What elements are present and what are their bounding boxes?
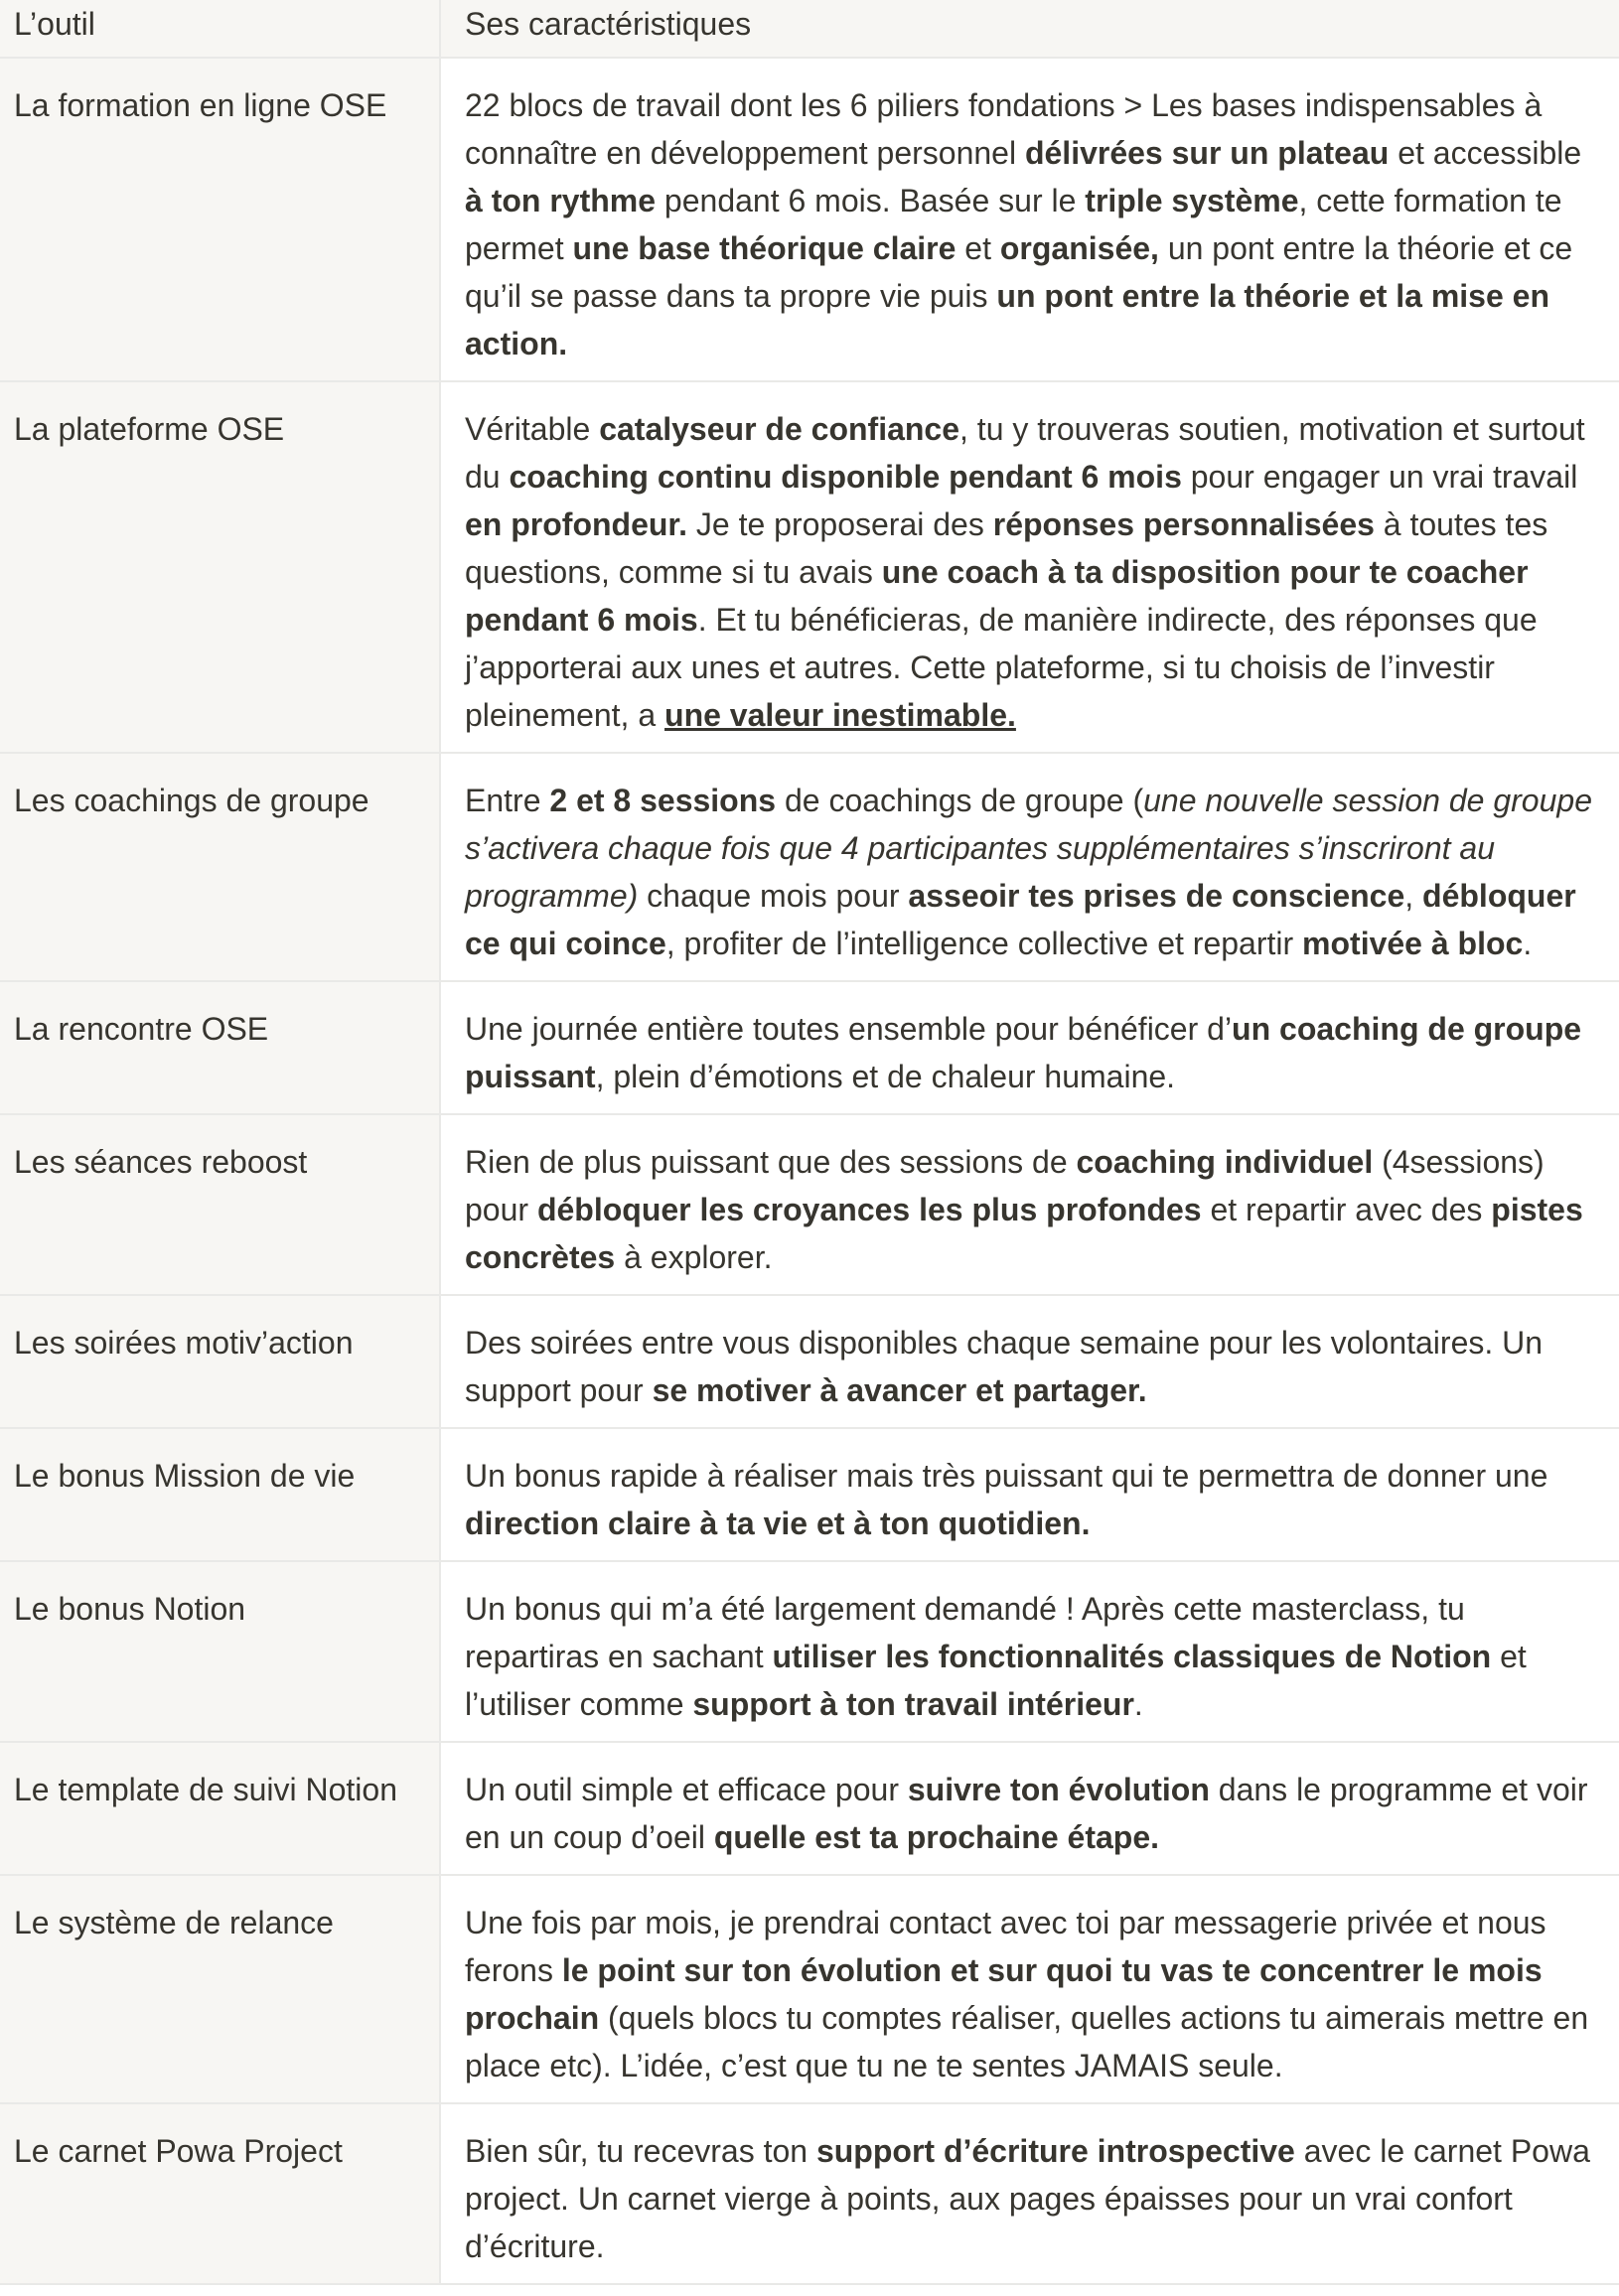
tool-name: Le bonus Notion [0, 1561, 440, 1742]
table-row [0, 1295, 1619, 1428]
bold-text: support à ton travail intérieur [692, 1686, 1134, 1722]
text-segment: . Et tu bénéficieras, de manière indirecte, des réponses que j’apporterai aux unes et autres. Cette plateforme, si tu choisis de l’investir pleinement, a [465, 602, 1538, 733]
bold-text: réponses personnalisées [992, 506, 1375, 542]
table-row [0, 981, 1619, 1114]
text-segment: Bien sûr, tu recevras ton [465, 2133, 816, 2169]
text-segment: pour engager un vrai travail [1181, 459, 1578, 495]
tool-name: Le bonus Mission de vie [0, 1428, 440, 1561]
tool-description [440, 1114, 1619, 1295]
text-segment: un pont entre la théorie et ce qu’il se passe dans ta propre vie puis [465, 230, 1573, 314]
italic-text: une nouvelle session de groupe s’activera chaque fois que 4 participantes supplémentaires s’inscriront au programme) [465, 783, 1592, 914]
underlined-text: une valeur inestimable. [664, 697, 1016, 733]
bold-text: une base théorique claire [572, 230, 957, 266]
table-row [0, 753, 1619, 981]
text-segment: chaque mois pour [638, 878, 909, 914]
text-segment: Véritable [465, 411, 600, 447]
bold-text: asseoir tes prises de conscience [908, 878, 1405, 914]
table-row [0, 381, 1619, 753]
tool-description [440, 1428, 1619, 1561]
tool-description [440, 1561, 1619, 1742]
text-segment: à toutes tes questions, comme si tu avais [465, 506, 1548, 590]
table-row [0, 58, 1619, 381]
bold-text: débloquer les croyances les plus profondes [536, 1192, 1202, 1227]
text-segment: dans le programme et voir en un coup d’oeil [465, 1772, 1588, 1855]
table-row [0, 1114, 1619, 1295]
bold-text: catalyseur de confiance [599, 411, 960, 447]
tool-name: Les séances reboost [0, 1114, 440, 1295]
bold-text: suivre ton évolution [907, 1772, 1210, 1807]
text-segment: Je te proposerai des [687, 506, 993, 542]
tool-name: Le système de relance [0, 1875, 440, 2103]
text-segment: Un bonus rapide à réaliser mais très puissant qui te permettra de donner une [465, 1458, 1548, 1494]
text-segment: (4sessions) pour [465, 1144, 1545, 1227]
text-segment: (quels blocs tu comptes réaliser, quelles actions tu aimerais mettre en place etc). L’idée, c’est que tu ne te sentes JAMAIS seule. [465, 2000, 1589, 2083]
text-segment: . [1523, 926, 1533, 961]
bold-text: une coach à ta disposition pour te coacher pendant 6 mois [465, 554, 1529, 638]
text-segment: , [1404, 878, 1423, 914]
text-segment: et accessible [1389, 135, 1582, 171]
bold-text: un coaching de groupe puissant [465, 1011, 1582, 1094]
bold-text: quelle est ta prochaine étape. [713, 1819, 1159, 1855]
tool-description [440, 1875, 1619, 2103]
bold-text: un pont entre la théorie et la mise en action. [465, 278, 1549, 361]
table-row [0, 1561, 1619, 1742]
text-segment: et [956, 230, 1000, 266]
bold-text: support d’écriture introspective [815, 2133, 1295, 2169]
tool-description [440, 981, 1619, 1114]
bold-text: se motiver à avancer et partager. [652, 1372, 1147, 1408]
tool-name: Le template de suivi Notion [0, 1742, 440, 1875]
bold-text: pistes concrètes [465, 1192, 1583, 1275]
text-segment: Une fois par mois, je prendrai contact avec toi par messagerie privée et nous ferons [465, 1905, 1546, 1988]
bold-text: direction claire à ta vie et à ton quotidien. [465, 1506, 1091, 1541]
bold-text: en profondeur. [465, 506, 687, 542]
bold-text: à ton rythme [465, 183, 657, 218]
table-row [0, 1875, 1619, 2103]
tool-description [440, 381, 1619, 753]
text-segment: pendant 6 mois. Basée sur le [656, 183, 1086, 218]
text-segment: Rien de plus puissant que des sessions de [465, 1144, 1077, 1180]
text-segment: , tu y trouveras soutien, motivation et surtout du [465, 411, 1585, 495]
tool-name: Les soirées motiv’action [0, 1295, 440, 1428]
bold-text: motivée à bloc [1302, 926, 1524, 961]
bold-text: débloquer ce qui coince [465, 878, 1576, 961]
tool-name: Les coachings de groupe [0, 753, 440, 981]
bold-text: triple système [1085, 183, 1299, 218]
bold-text: le point sur ton évolution et sur quoi tu vas te concentrer le mois prochain [465, 1952, 1543, 2036]
table-body [0, 58, 1619, 2284]
text-segment: Un outil simple et efficace pour [465, 1772, 908, 1807]
bold-text: coaching individuel [1076, 1144, 1374, 1180]
text-segment: Une journée entière toutes ensemble pour bénéficer d’ [465, 1011, 1233, 1047]
text-segment: Des soirées entre vous disponibles chaque semaine pour les volontaires. Un support pour [465, 1325, 1544, 1408]
bold-text: utiliser les fonctionnalités classiques de Notion [772, 1639, 1492, 1674]
bold-text: 2 et 8 sessions [549, 783, 777, 818]
table-row [0, 1742, 1619, 1875]
text-segment: , profiter de l’intelligence collective et repartir [665, 926, 1303, 961]
tool-description [440, 753, 1619, 981]
header-features: Ses caractéristiques [440, 0, 1619, 58]
text-segment: et repartir avec des [1201, 1192, 1492, 1227]
text-segment: Entre [465, 783, 550, 818]
text-segment: , plein d’émotions et de chaleur humaine. [595, 1059, 1176, 1094]
text-segment: et l’utiliser comme [465, 1639, 1527, 1722]
tool-name: La rencontre OSE [0, 981, 440, 1114]
bold-text: délivrées sur un plateau [1024, 135, 1390, 171]
tool-name: La plateforme OSE [0, 381, 440, 753]
tool-description [440, 2103, 1619, 2284]
bold-text: organisée, [999, 230, 1159, 266]
text-segment: Un bonus qui m’a été largement demandé ! Après cette masterclass, tu repartiras en sachant [465, 1591, 1465, 1674]
text-segment: 22 blocs de travail dont les 6 piliers fondations > Les bases indispensables à connaître en développement personnel [465, 87, 1543, 171]
table-row [0, 2103, 1619, 2284]
text-segment: de coachings de groupe ( [776, 783, 1144, 818]
text-segment: avec le carnet Powa project. Un carnet vierge à points, aux pages épaisses pour un vrai confort d’écriture. [465, 2133, 1590, 2264]
table-header-row [0, 0, 1619, 58]
bold-text: coaching continu disponible pendant 6 mois [509, 459, 1182, 495]
tool-description [440, 58, 1619, 381]
tool-name: La formation en ligne OSE [0, 58, 440, 381]
header-tool: L’outil [0, 0, 440, 58]
tool-description [440, 1295, 1619, 1428]
tool-name: Le carnet Powa Project [0, 2103, 440, 2284]
table-row [0, 1428, 1619, 1561]
text-segment: , cette formation te permet [465, 183, 1562, 266]
text-segment: à explorer. [615, 1239, 773, 1275]
text-segment: . [1133, 1686, 1143, 1722]
tool-description [440, 1742, 1619, 1875]
